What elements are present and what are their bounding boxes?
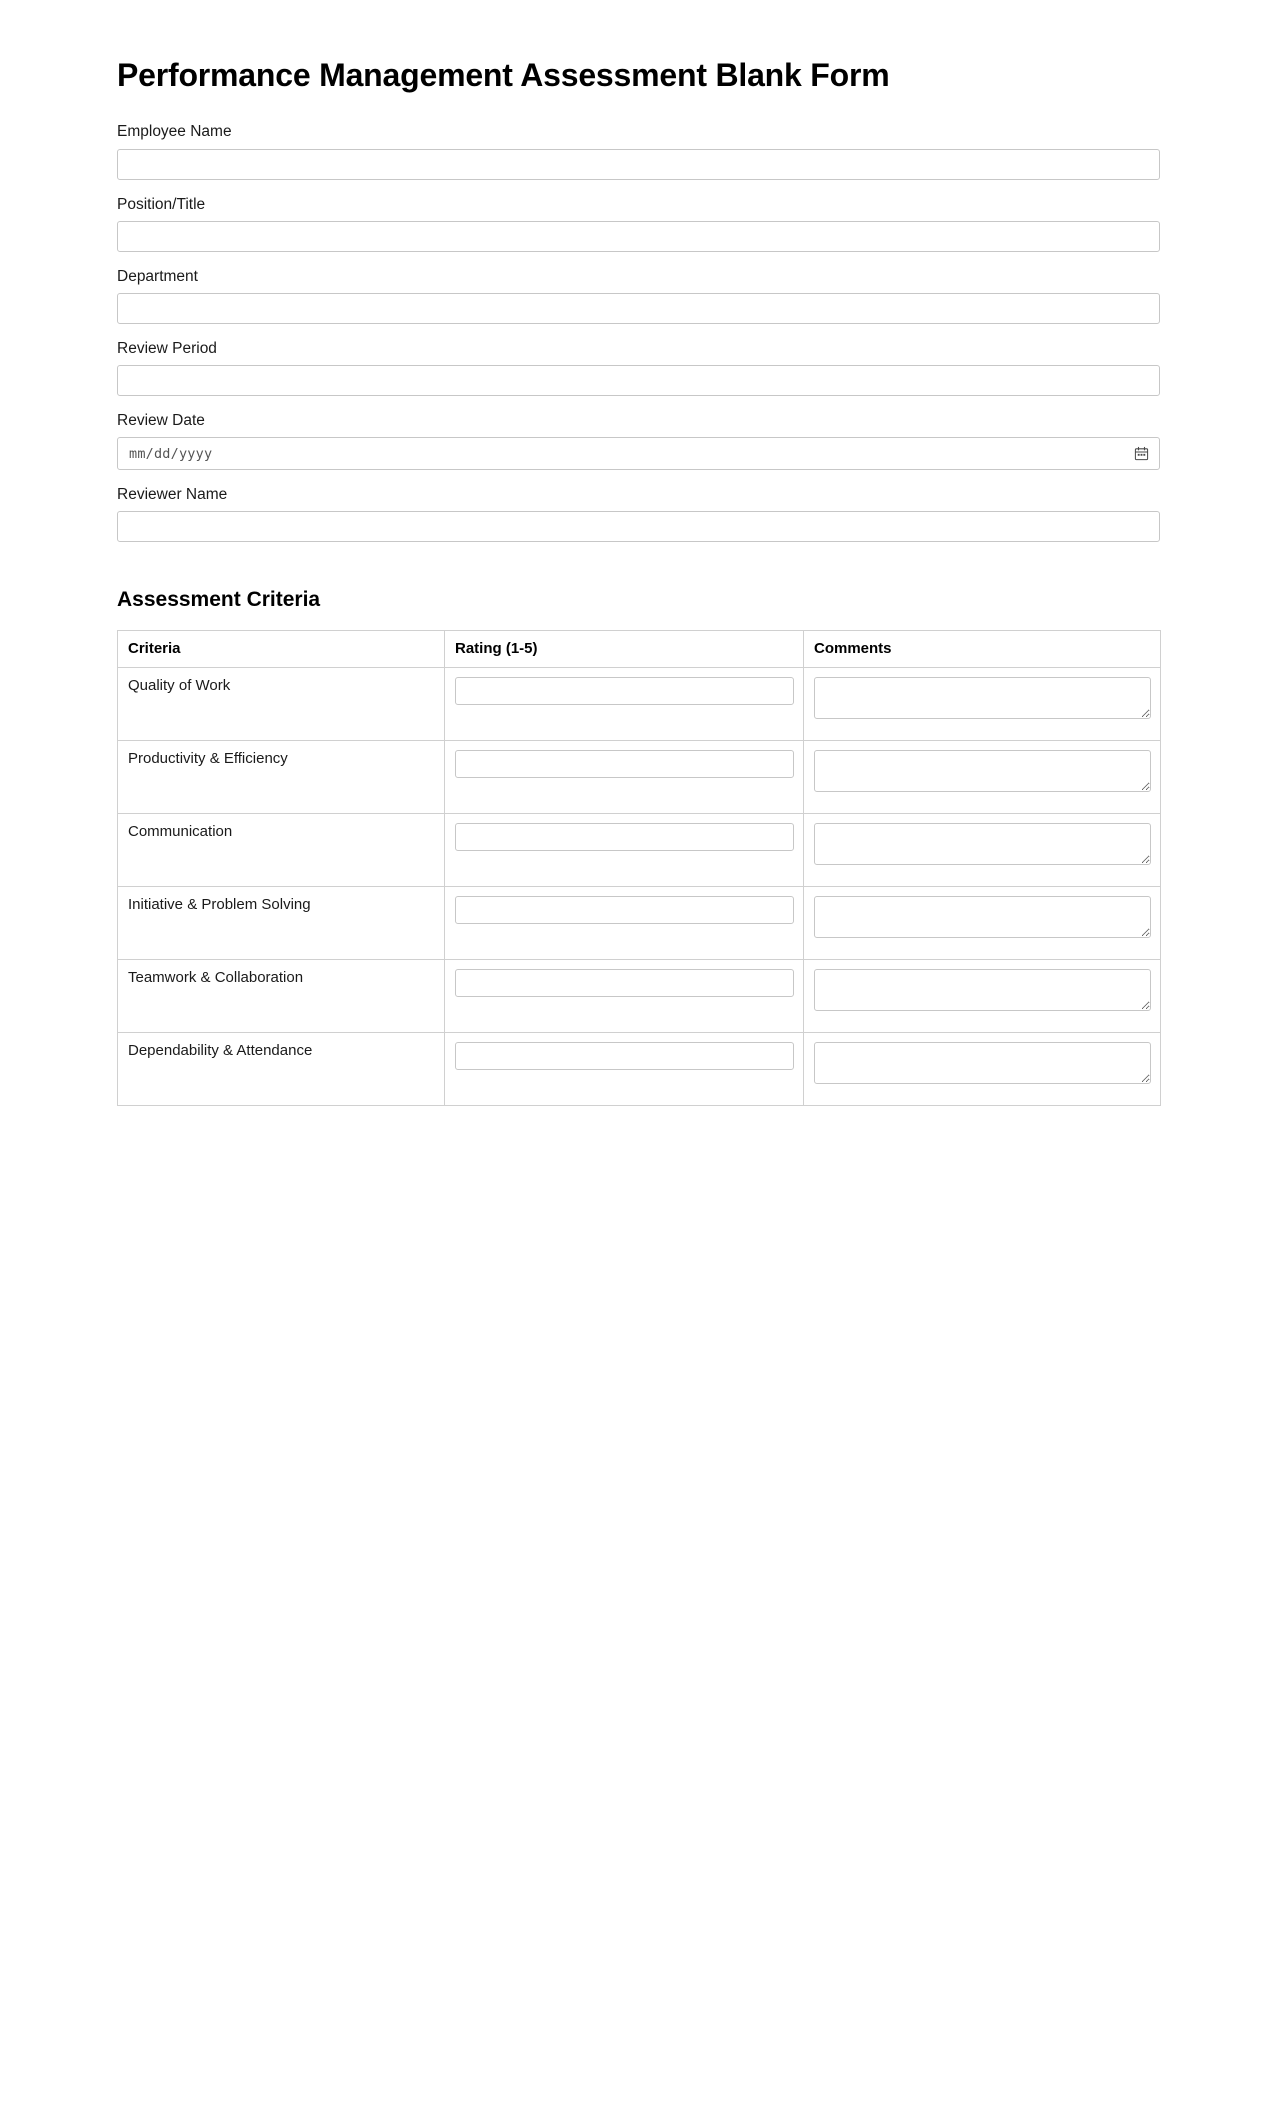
comments-cell bbox=[804, 887, 1161, 960]
field-review-date bbox=[117, 411, 1154, 470]
column-header-criteria: Criteria bbox=[118, 631, 445, 668]
field-reviewer-name bbox=[117, 485, 1154, 542]
table-body bbox=[118, 668, 1161, 1106]
position-title-input[interactable] bbox=[117, 221, 1160, 252]
label-employee-name: Employee Name bbox=[117, 123, 232, 141]
rating-input[interactable] bbox=[455, 1042, 794, 1070]
field-review-period bbox=[117, 339, 1154, 396]
comments-cell bbox=[804, 741, 1161, 814]
rating-input[interactable] bbox=[455, 823, 794, 851]
criteria-label: Quality of Work bbox=[118, 668, 445, 741]
rating-cell bbox=[445, 960, 804, 1033]
form-content bbox=[109, 56, 1154, 1106]
review-period-input[interactable] bbox=[117, 365, 1160, 396]
label-position-title: Position/Title bbox=[117, 195, 206, 213]
review-date-input[interactable] bbox=[117, 437, 1160, 470]
column-header-comments: Comments bbox=[804, 631, 1161, 668]
comments-textarea[interactable] bbox=[814, 677, 1151, 719]
employee-name-input[interactable] bbox=[117, 149, 1160, 180]
rating-input[interactable] bbox=[455, 750, 794, 778]
label-review-date: Review Date bbox=[117, 411, 205, 429]
criteria-label: Teamwork & Collaboration bbox=[118, 960, 445, 1033]
label-reviewer-name: Reviewer Name bbox=[117, 486, 228, 504]
page-title: Performance Management Assessment Blank Form bbox=[117, 57, 890, 93]
criteria-label: Initiative & Problem Solving bbox=[118, 887, 445, 960]
table-row bbox=[118, 668, 1161, 741]
department-input[interactable] bbox=[117, 293, 1160, 324]
criteria-label: Dependability & Attendance bbox=[118, 1033, 445, 1106]
review-date-placeholder: mm/dd/yyyy bbox=[129, 445, 213, 462]
table-row bbox=[118, 814, 1161, 887]
table-row bbox=[118, 887, 1161, 960]
rating-cell bbox=[445, 668, 804, 741]
rating-input[interactable] bbox=[455, 969, 794, 997]
comments-cell bbox=[804, 1033, 1161, 1106]
comments-textarea[interactable] bbox=[814, 969, 1151, 1011]
field-position-title bbox=[117, 195, 1154, 252]
comments-textarea[interactable] bbox=[814, 823, 1151, 865]
comments-textarea[interactable] bbox=[814, 750, 1151, 792]
field-department bbox=[117, 267, 1154, 324]
table-row bbox=[118, 741, 1161, 814]
rating-cell bbox=[445, 741, 804, 814]
reviewer-name-input[interactable] bbox=[117, 511, 1160, 542]
comments-cell bbox=[804, 668, 1161, 741]
assessment-criteria-table bbox=[117, 630, 1161, 1106]
assessment-criteria-heading: Assessment Criteria bbox=[117, 588, 321, 612]
criteria-label: Communication bbox=[118, 814, 445, 887]
rating-input[interactable] bbox=[455, 896, 794, 924]
criteria-label: Productivity & Efficiency bbox=[118, 741, 445, 814]
rating-cell bbox=[445, 1033, 804, 1106]
comments-textarea[interactable] bbox=[814, 896, 1151, 938]
calendar-icon[interactable] bbox=[1134, 446, 1149, 461]
table-row bbox=[118, 1033, 1161, 1106]
field-employee-name bbox=[117, 122, 1154, 179]
comments-cell bbox=[804, 960, 1161, 1033]
column-header-rating: Rating (1-5) bbox=[445, 631, 804, 668]
rating-cell bbox=[445, 887, 804, 960]
employee-details-fieldset bbox=[117, 122, 1154, 542]
label-department: Department bbox=[117, 267, 198, 285]
table-head bbox=[118, 631, 1161, 668]
label-review-period: Review Period bbox=[117, 339, 217, 357]
table-header-row bbox=[118, 631, 1161, 668]
table-row bbox=[118, 960, 1161, 1033]
rating-input[interactable] bbox=[455, 677, 794, 705]
comments-textarea[interactable] bbox=[814, 1042, 1151, 1084]
comments-cell bbox=[804, 814, 1161, 887]
rating-cell bbox=[445, 814, 804, 887]
